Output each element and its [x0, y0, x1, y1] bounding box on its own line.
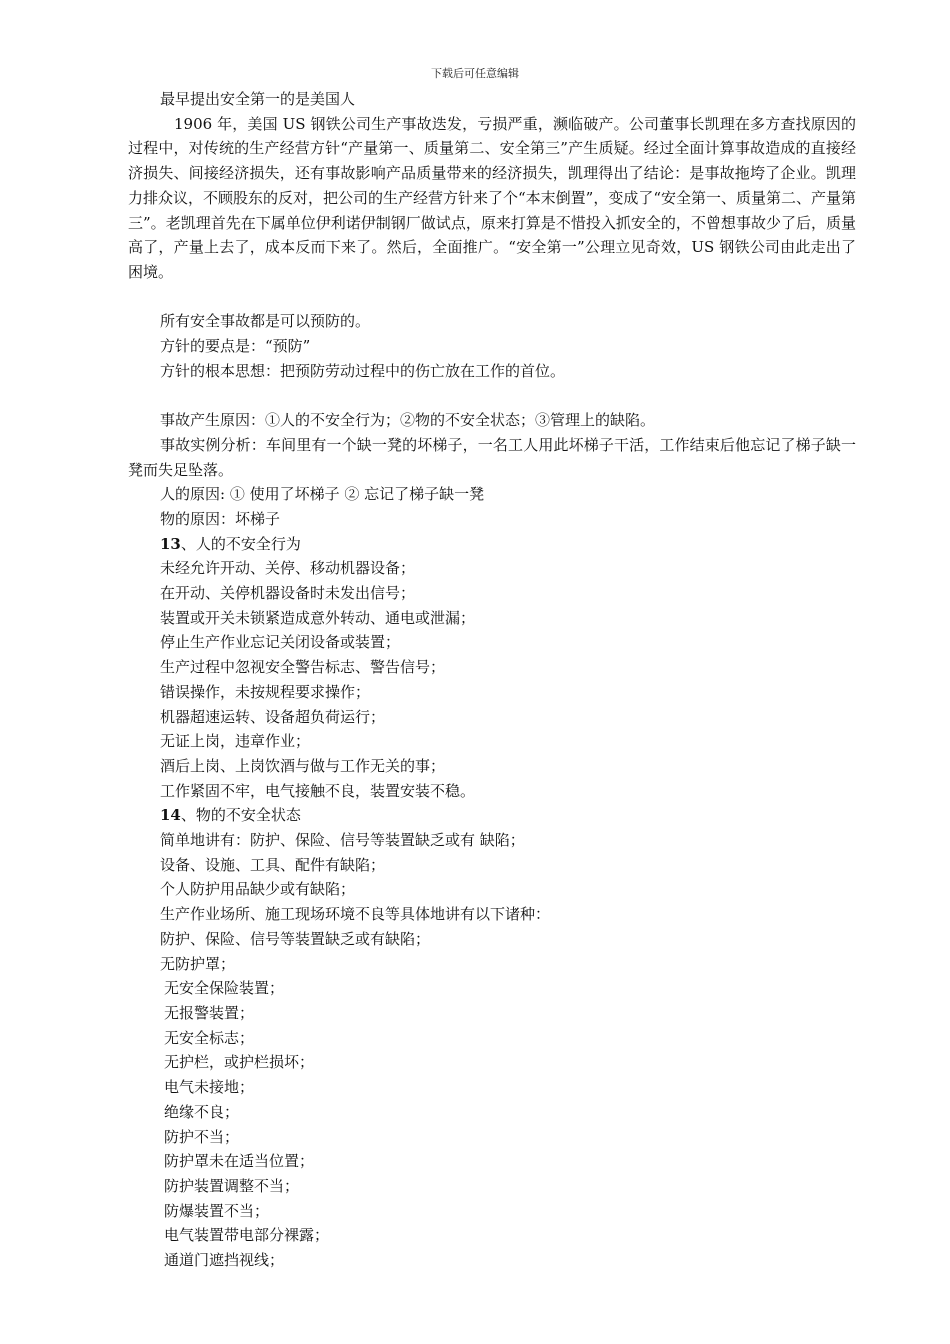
list-item: 错误操作，未按规程要求操作； [160, 682, 371, 701]
list-item: 防护、保险、信号等装置缺乏或有缺陷； [160, 929, 431, 948]
blank-line [128, 383, 856, 408]
sub-list-item: 无护栏，或护栏损坏； [164, 1053, 315, 1072]
sub-list-item: 防护罩未在适当位置； [164, 1152, 315, 1171]
object-cause: 物的原因：坏梯子 [160, 509, 281, 528]
list-item: 未经允许开动、关停、移动机器设备； [160, 559, 416, 578]
paragraph-us-steel-history: 1906 年，美国 US 钢铁公司生产事故迭发，亏损严重，濒临破产。公司董事长凯理在多方查找原因的过程中，对传统的生产经营方针“产量第一、质量第二、安全第三”产生质疑。经过全面计算事故造成的直接经济损失、间接经济损失，还有事故影响产品质量带来的经济损失，凯理得出了结论：是事故拖垮了企业。凯理力排众议，不顾股东的反对，把公司的生产经营方针来了个“本末倒置”，变成了“安全第一、质量第二、产量第三”。老凯理首先在下属单位伊利诺伊制钢厂做试点，原来打算是不惜投入抓安全的，不曾想事故少了后，质量高了，产量上去了，成本反而下来了。然后，全面推广。“安全第一”公理立见奇效，US 钢铁公司由此走出了困境。 [128, 114, 857, 281]
section-title-safety-first: 最早提出安全第一的是美国人 [160, 90, 356, 108]
blank-line [128, 285, 856, 310]
list-item: 在开动、关停机器设备时未发出信号； [160, 584, 416, 603]
section-title: 、物的不安全状态 [180, 806, 301, 825]
list-item: 个人防护用品缺少或有缺陷； [160, 880, 356, 899]
list-item: 酒后上岗、上岗饮酒与做与工作无关的事； [160, 756, 446, 775]
section-heading-13 [128, 532, 856, 557]
list-item: 机器超速运转、设备超负荷运行； [160, 707, 386, 726]
page-header: 下载后可任意编辑 [431, 67, 519, 80]
sub-list-item: 防护装置调整不当； [164, 1176, 300, 1195]
list-item: 生产作业场所、施工现场环境不良等具体地讲有以下诸种： [160, 905, 551, 924]
section-title: 、人的不安全行为 [180, 534, 301, 553]
list-item: 简单地讲有：防护、保险、信号等装置缺乏或有 缺陷； [160, 831, 525, 850]
sub-list-item: 电气装置带电部分裸露； [164, 1226, 330, 1245]
text-line: 方针的根本思想：把预防劳动过程中的伤亡放在工作的首位。 [160, 361, 566, 380]
list-item: 无防护罩； [160, 954, 236, 973]
sub-list-item: 无报警装置； [164, 1003, 255, 1022]
sub-list-item: 无安全标志； [164, 1028, 255, 1047]
human-cause: 人的原因: ① 使用了坏梯子 ② 忘记了梯子缺一凳 [160, 485, 485, 504]
list-item: 停止生产作业忘记关闭设备或装置； [160, 633, 401, 652]
sub-list-item: 防爆装置不当； [164, 1201, 270, 1220]
text-line: 方针的要点是：“预防” [160, 337, 311, 356]
accident-causes: 事故产生原因：①人的不安全行为；②物的不安全状态；③管理上的缺陷。 [160, 411, 656, 430]
sub-list-item: 防护不当； [164, 1127, 240, 1146]
section-heading-14 [128, 803, 856, 828]
section-number: 14 [160, 806, 181, 825]
list-item: 装置或开关未锁紧造成意外转动、通电或泄漏； [160, 608, 476, 627]
sub-list-item: 无安全保险装置； [164, 979, 285, 998]
list-item: 工作紧固不牢，电气接触不良，装置安装不稳。 [160, 781, 476, 800]
text-line: 所有安全事故都是可以预防的。 [160, 312, 371, 331]
unsafe-state-list [128, 828, 856, 1273]
list-item: 设备、设施、工具、配件有缺陷； [160, 855, 386, 874]
document-body [128, 87, 856, 1273]
list-item: 无证上岗，违章作业； [160, 732, 311, 751]
sub-list-item: 电气未接地； [164, 1078, 255, 1097]
accident-example: 事故实例分析：车间里有一个缺一凳的坏梯子，一名工人用此坏梯子干活，工作结束后他忘记了梯子缺一凳而失足坠落。 [128, 435, 856, 479]
unsafe-behavior-list [128, 556, 856, 803]
list-item: 生产过程中忽视安全警告标志、警告信号； [160, 658, 446, 677]
sub-list-item: 通道门遮挡视线； [164, 1251, 285, 1270]
section-number: 13 [160, 534, 181, 553]
sub-list-item: 绝缘不良； [164, 1102, 240, 1121]
